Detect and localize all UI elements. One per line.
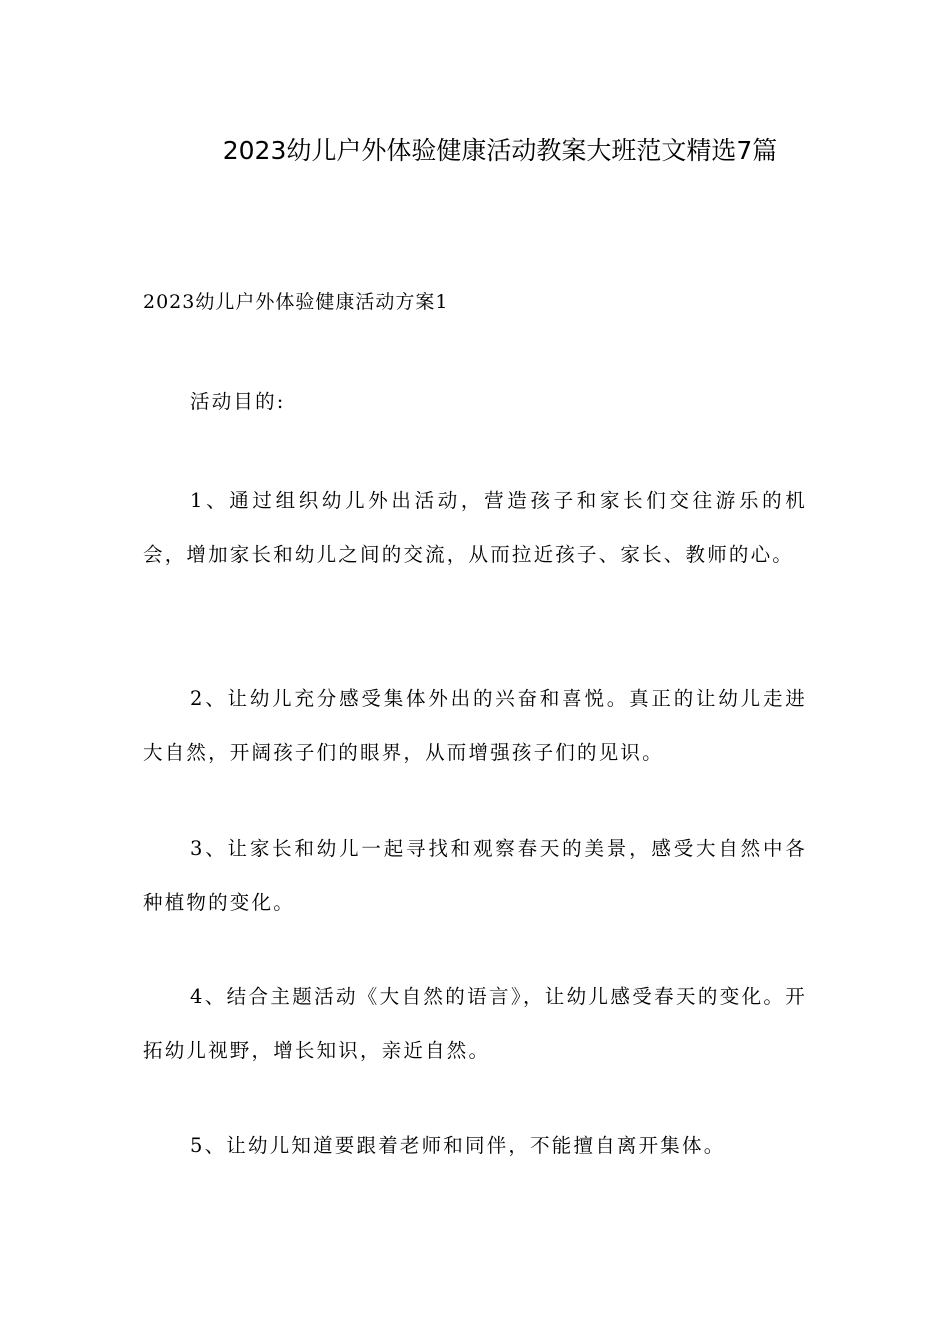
goal-label: 活动目的: bbox=[190, 390, 286, 413]
section-heading: 2023幼儿户外体验健康活动方案1 bbox=[143, 291, 449, 313]
goal-item-1: 1、通过组织幼儿外出活动，营造孩子和家长们交往游乐的机会，增加家长和幼儿之间的交流，从而拉近孩子、家长、教师的心。 bbox=[143, 489, 807, 566]
goal-item-5: 5、让幼儿知道要跟着老师和同伴，不能擅自离开集体。 bbox=[190, 1134, 726, 1157]
document-title: 2023幼儿户外体验健康活动教案大班范文精选7篇 bbox=[222, 136, 778, 165]
goal-item-3: 3、让家长和幼儿一起寻找和观察春天的美景，感受大自然中各种植物的变化。 bbox=[143, 837, 807, 914]
goal-item-4: 4、结合主题活动《大自然的语言》，让幼儿感受春天的变化。开拓幼儿视野，增长知识，亲近自然。 bbox=[143, 985, 807, 1062]
goal-item-2: 2、让幼儿充分感受集体外出的兴奋和喜悦。真正的让幼儿走进大自然，开阔孩子们的眼界，从而增强孩子们的见识。 bbox=[143, 687, 807, 764]
